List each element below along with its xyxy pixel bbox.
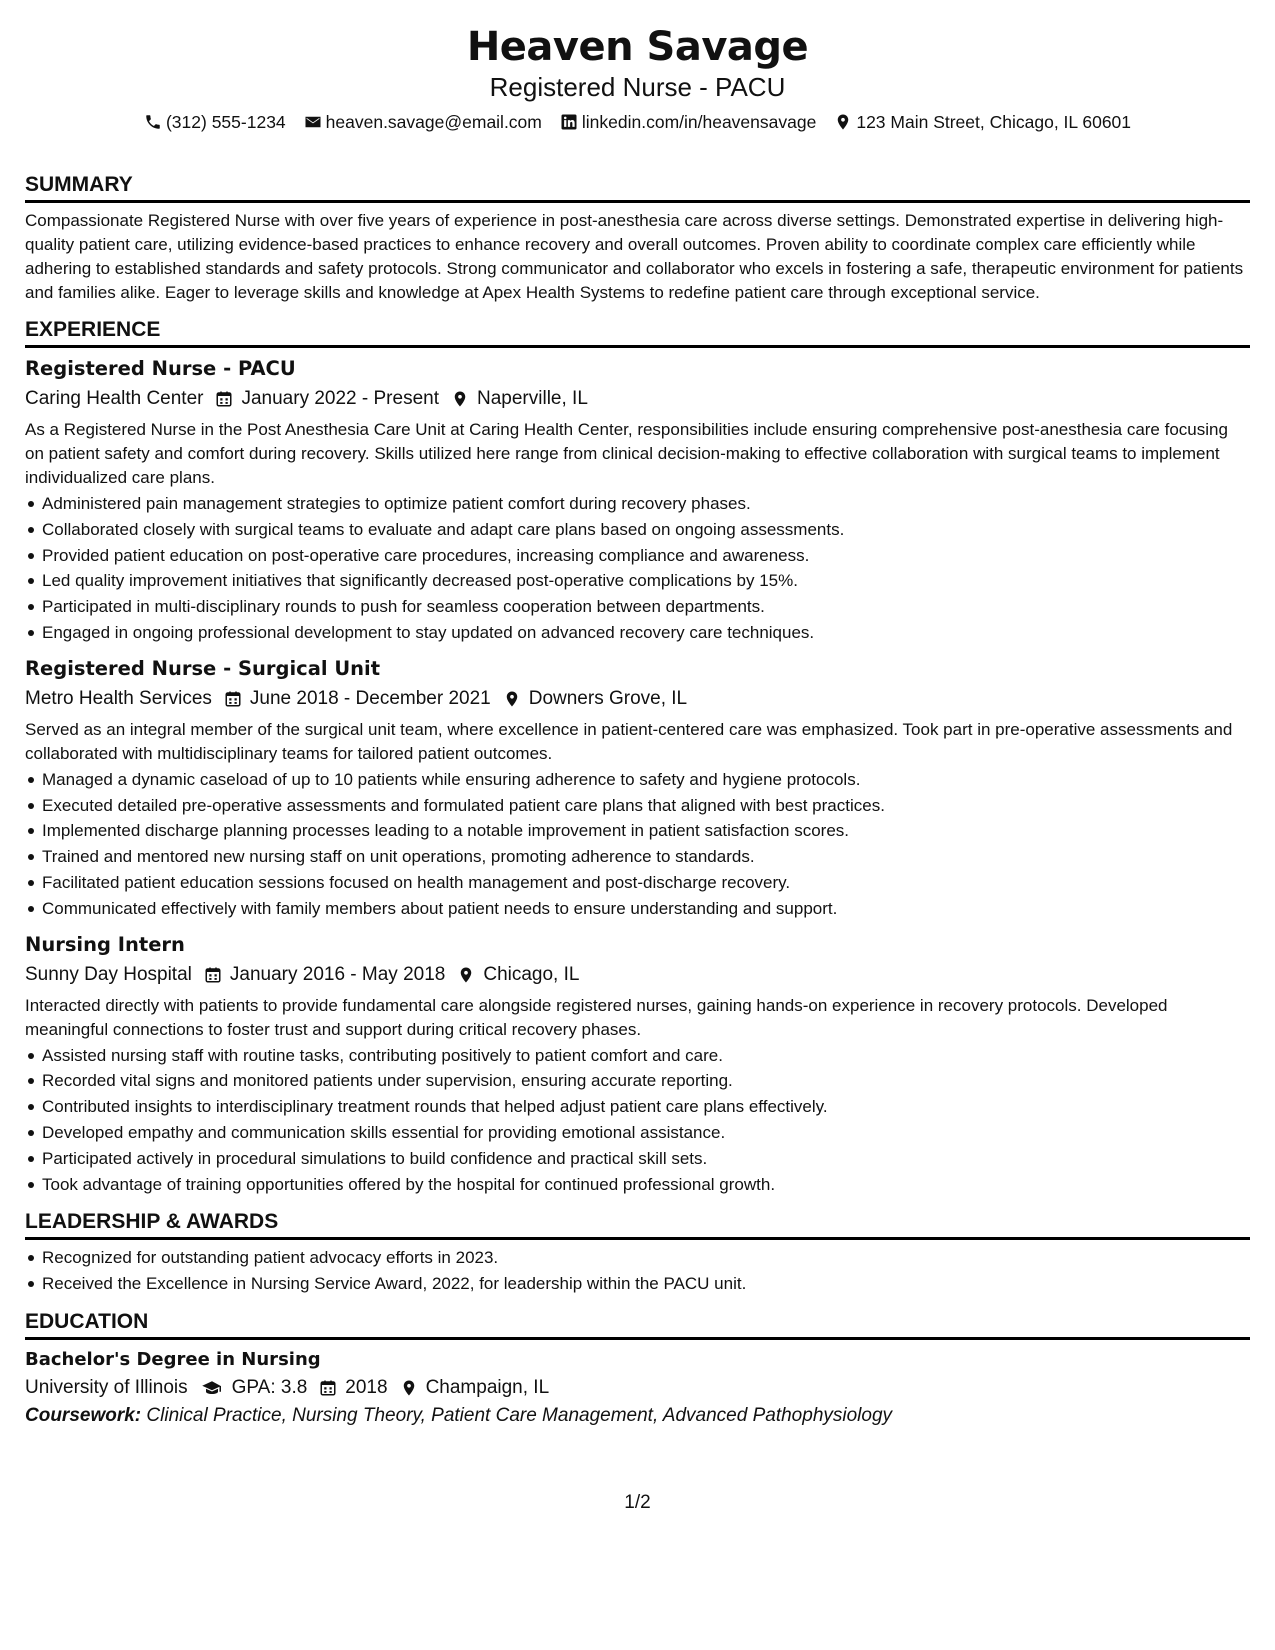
list-item: Participated actively in procedural simulations to build confidence and practical skill sets. bbox=[25, 1146, 1250, 1172]
contact-phone-text: (312) 555-1234 bbox=[165, 111, 286, 132]
list-item: Executed detailed pre-operative assessments and formulated patient care plans that aligned with best practices. bbox=[25, 793, 1250, 819]
gpa: GPA: 3.8 bbox=[231, 1376, 308, 1398]
job-title: Registered Nurse - PACU bbox=[25, 357, 296, 380]
job-company: Caring Health Center bbox=[25, 388, 204, 409]
list-item: Took advantage of training opportunities offered by the hospital for continued professional growth. bbox=[25, 1172, 1250, 1198]
calendar-icon bbox=[215, 390, 233, 408]
school-name: University of Illinois bbox=[25, 1376, 188, 1398]
list-item: Trained and mentored new nursing staff on unit operations, promoting adherence to standards. bbox=[25, 844, 1250, 870]
job-meta bbox=[25, 686, 1250, 712]
coursework bbox=[25, 1402, 1250, 1430]
list-item: Led quality improvement initiatives that significantly decreased post-operative complications by 15%. bbox=[25, 568, 1250, 594]
job-location: Downers Grove, IL bbox=[528, 687, 688, 709]
list-item: Administered pain management strategies to optimize patient comfort during recovery phases. bbox=[25, 491, 1250, 517]
map-pin-icon bbox=[451, 390, 469, 408]
list-item: Collaborated closely with surgical teams to evaluate and adapt care plans based on ongoing assessments. bbox=[25, 517, 1250, 543]
calendar-icon bbox=[319, 1379, 337, 1397]
experience-heading: EXPERIENCE bbox=[25, 317, 1250, 348]
list-item: Communicated effectively with family members about patient needs to ensure understanding and support. bbox=[25, 896, 1250, 922]
map-pin-icon bbox=[834, 113, 852, 131]
list-item: Engaged in ongoing professional development to stay updated on advanced recovery care techniques. bbox=[25, 620, 1250, 646]
job-title: Nursing Intern bbox=[25, 932, 185, 956]
resume-page bbox=[25, 0, 1250, 1650]
job-location: Chicago, IL bbox=[483, 963, 580, 985]
education-meta bbox=[25, 1375, 1250, 1401]
job-entry bbox=[25, 656, 1250, 922]
list-item: Participated in multi-disciplinary rounds to push for seamless cooperation between departments. bbox=[25, 594, 1250, 620]
job-bullets bbox=[25, 1043, 1250, 1198]
job-description: Served as an integral member of the surgical unit team, where excellence in patient-centered care was emphasized. Took part in pre-operative assessments and collaborated with multidisciplinary teams for tailored patient outcomes. bbox=[25, 719, 1233, 763]
contact-address bbox=[834, 112, 1131, 133]
list-item: Received the Excellence in Nursing Service Award, 2022, for leadership within the PACU unit. bbox=[25, 1271, 1250, 1297]
job-title: Registered Nurse - Surgical Unit bbox=[25, 656, 381, 680]
contact-email-text: heaven.savage@email.com bbox=[325, 111, 542, 132]
candidate-headline: Registered Nurse - PACU bbox=[489, 72, 786, 102]
list-item: Facilitated patient education sessions focused on health management and post-discharge recovery. bbox=[25, 870, 1250, 896]
map-pin-icon bbox=[457, 966, 475, 984]
map-pin-icon bbox=[503, 690, 521, 708]
job-meta bbox=[25, 386, 1250, 412]
graduation-cap-icon bbox=[200, 1379, 224, 1397]
summary-text: Compassionate Registered Nurse with over five years of experience in post-anesthesia care across diverse settings. Demonstrated expertise in delivering high-quality patient care, utilizing evidence-based practices to enhance recovery and overall outcomes. Proven ability to coordinate complex care efficiently while adhering to established standards and safety protocols. Strong communicator and collaborator who excels in fostering a safe, therapeutic environment for patients and families alike. Eager to leverage skills and knowledge at Apex Health Systems to redefine patient care through exceptional service. bbox=[25, 211, 1244, 302]
coursework-label: Coursework: bbox=[25, 1404, 142, 1426]
list-item: Recognized for outstanding patient advocacy efforts in 2023. bbox=[25, 1245, 1250, 1271]
job-dates: January 2022 - Present bbox=[241, 388, 439, 409]
phone-icon bbox=[144, 113, 162, 131]
job-location: Naperville, IL bbox=[477, 388, 588, 409]
list-item: Assisted nursing staff with routine tasks, contributing positively to patient comfort and care. bbox=[25, 1043, 1250, 1069]
job-company: Metro Health Services bbox=[25, 687, 212, 709]
job-bullets bbox=[25, 491, 1250, 646]
list-item: Provided patient education on post-operative care procedures, increasing compliance and awareness. bbox=[25, 543, 1250, 569]
map-pin-icon bbox=[400, 1379, 418, 1397]
candidate-name: Heaven Savage bbox=[466, 24, 809, 70]
job-bullets bbox=[25, 767, 1250, 922]
job-description: Interacted directly with patients to provide fundamental care alongside registered nurses, gaining hands-on experience in recovery protocols. Developed meaningful connections to foster trust and support during critical recovery phases. bbox=[25, 995, 1168, 1039]
list-item: Implemented discharge planning processes leading to a notable improvement in patient satisfaction scores. bbox=[25, 818, 1250, 844]
contact-phone[interactable] bbox=[144, 112, 286, 133]
leadership-bullets bbox=[25, 1245, 1250, 1297]
list-item: Managed a dynamic caseload of up to 10 patients while ensuring adherence to safety and hygiene protocols. bbox=[25, 767, 1250, 793]
list-item: Recorded vital signs and monitored patients under supervision, ensuring accurate reporting. bbox=[25, 1068, 1250, 1094]
degree-title: Bachelor's Degree in Nursing bbox=[25, 1348, 321, 1370]
linkedin-icon bbox=[560, 113, 578, 131]
job-entry bbox=[25, 356, 1250, 646]
contact-address-text: 123 Main Street, Chicago, IL 60601 bbox=[856, 111, 1132, 132]
job-company: Sunny Day Hospital bbox=[25, 963, 192, 985]
job-dates: January 2016 - May 2018 bbox=[229, 963, 446, 985]
graduation-year: 2018 bbox=[345, 1376, 388, 1398]
contact-bar bbox=[25, 110, 1250, 134]
education-heading: EDUCATION bbox=[25, 1309, 1250, 1340]
contact-linkedin[interactable] bbox=[560, 112, 816, 133]
list-item: Developed empathy and communication skills essential for providing emotional assistance. bbox=[25, 1120, 1250, 1146]
job-entry bbox=[25, 932, 1250, 1198]
summary-heading: SUMMARY bbox=[25, 172, 1250, 203]
calendar-icon bbox=[204, 966, 222, 984]
school-location: Champaign, IL bbox=[425, 1376, 550, 1398]
job-meta bbox=[25, 962, 1250, 988]
envelope-icon bbox=[304, 113, 322, 131]
job-description: As a Registered Nurse in the Post Anesthesia Care Unit at Caring Health Center, responsibilities include ensuring comprehensive post-anesthesia care focusing on patient safety and comfort during recovery. Skills utilized here range from clinical decision-making to effective collaboration with surgical teams to implement individualized care plans. bbox=[25, 420, 1228, 487]
page-number: 1/2 bbox=[624, 1492, 651, 1513]
contact-email[interactable] bbox=[304, 112, 542, 133]
leadership-heading: LEADERSHIP & AWARDS bbox=[25, 1209, 1250, 1240]
contact-linkedin-text: linkedin.com/in/heavensavage bbox=[581, 111, 817, 132]
list-item: Contributed insights to interdisciplinary treatment rounds that helped adjust patient care plans effectively. bbox=[25, 1094, 1250, 1120]
coursework-list: Clinical Practice, Nursing Theory, Patient Care Management, Advanced Pathophysiology bbox=[146, 1404, 893, 1426]
job-dates: June 2018 - December 2021 bbox=[249, 687, 491, 709]
calendar-icon bbox=[224, 690, 242, 708]
